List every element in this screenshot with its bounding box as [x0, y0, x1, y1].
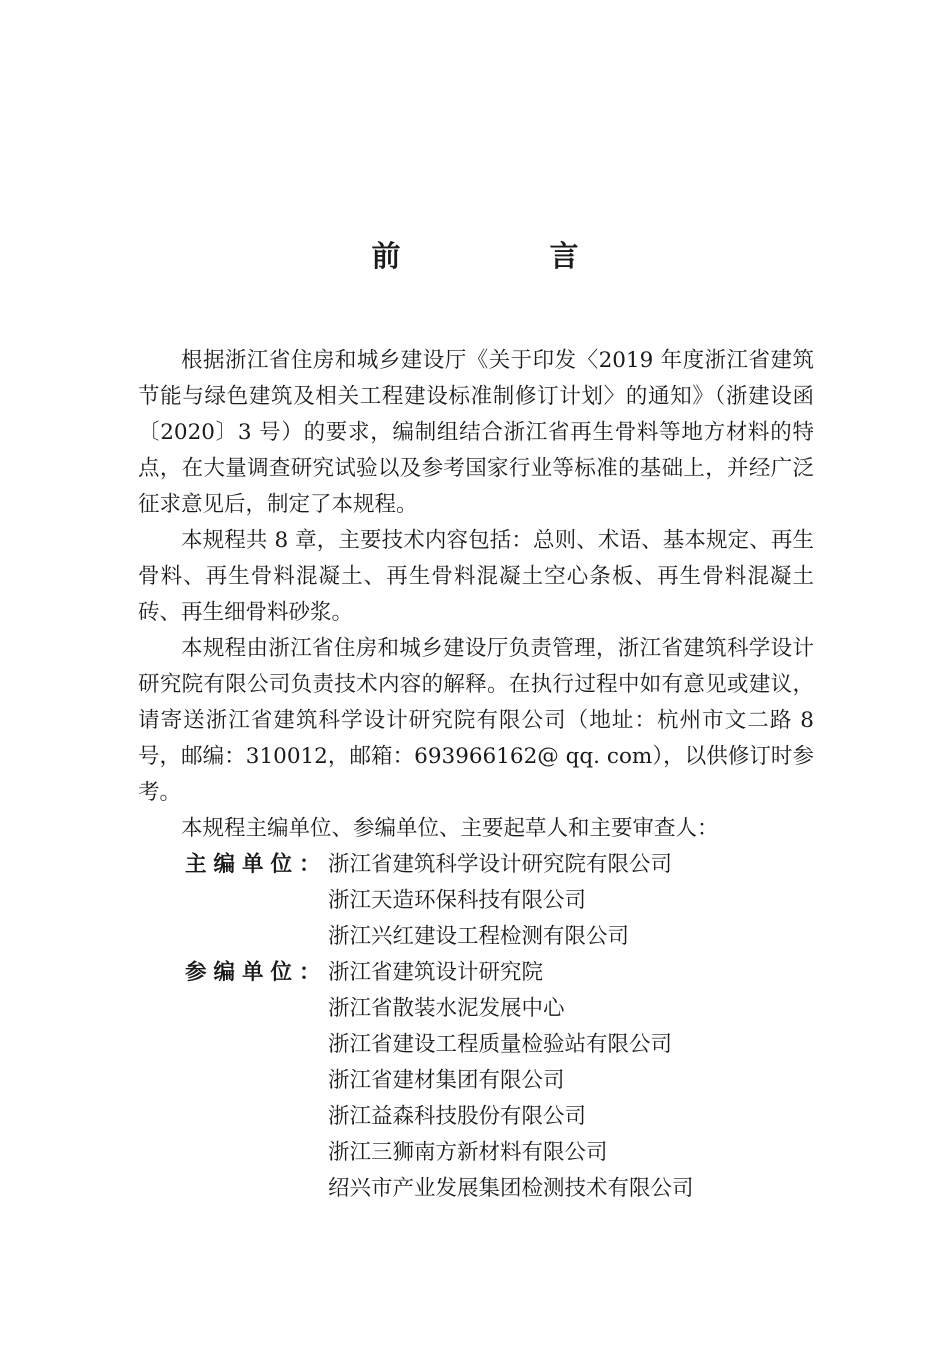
list-item: 浙江三狮南方新材料有限公司 [328, 1140, 608, 1165]
chief-units-label: 主编单位： [185, 852, 328, 877]
list-item: 浙江省建设工程质量检验站有限公司 [328, 1032, 673, 1057]
page-title: 前 言 [371, 239, 639, 273]
list-item: 浙江益森科技股份有限公司 [328, 1104, 587, 1129]
paragraph-contents: 本规程共 8 章，主要技术内容包括：总则、术语、基本规定、再生骨料、再生骨料混凝土、再生骨料混凝土空心条板、再生骨料混凝土砖、再生细骨料砂浆。 [138, 528, 814, 625]
list-item: 浙江兴红建设工程检测有限公司 [328, 924, 630, 949]
paragraph-management: 本规程由浙江省住房和城乡建设厅负责管理，浙江省建筑科学设计研究院有限公司负责技术内容的解释。在执行过程中如有意见或建议，请寄送浙江省建筑科学设计研究院有限公司（地址：杭州市文二路 8 号，邮编：310012，邮箱：693966162@ qq. com），以供修订时参考。 [138, 636, 814, 805]
chief-units-list [328, 847, 814, 955]
list-item: 浙江省建筑设计研究院 [328, 960, 544, 985]
list-item: 绍兴市产业发展集团检测技术有限公司 [328, 1176, 694, 1201]
participating-units-label: 参编单位： [185, 960, 328, 985]
participating-units-list [328, 955, 814, 1207]
list-item: 浙江省散装水泥发展中心 [328, 996, 565, 1021]
participating-units-block [138, 955, 814, 1207]
paragraph-units-intro: 本规程主编单位、参编单位、主要起草人和主要审查人： [181, 816, 719, 841]
chief-units-block [138, 847, 814, 955]
document-body [138, 343, 814, 1207]
list-item: 浙江省建材集团有限公司 [328, 1068, 565, 1093]
list-item: 浙江省建筑科学设计研究院有限公司 [328, 852, 673, 877]
paragraph-background: 根据浙江省住房和城乡建设厅《关于印发〈2019 年度浙江省建筑节能与绿色建筑及相关工程建设标准制修订计划〉的通知》（浙建设函〔2020〕3 号）的要求，编制组结合浙江省再生骨料等地方材料的特点，在大量调查研究试验以及参考国家行业等标准的基础上，并经广泛征求意见后，制定了本规程。 [138, 348, 814, 517]
list-item: 浙江天造环保科技有限公司 [328, 888, 587, 913]
